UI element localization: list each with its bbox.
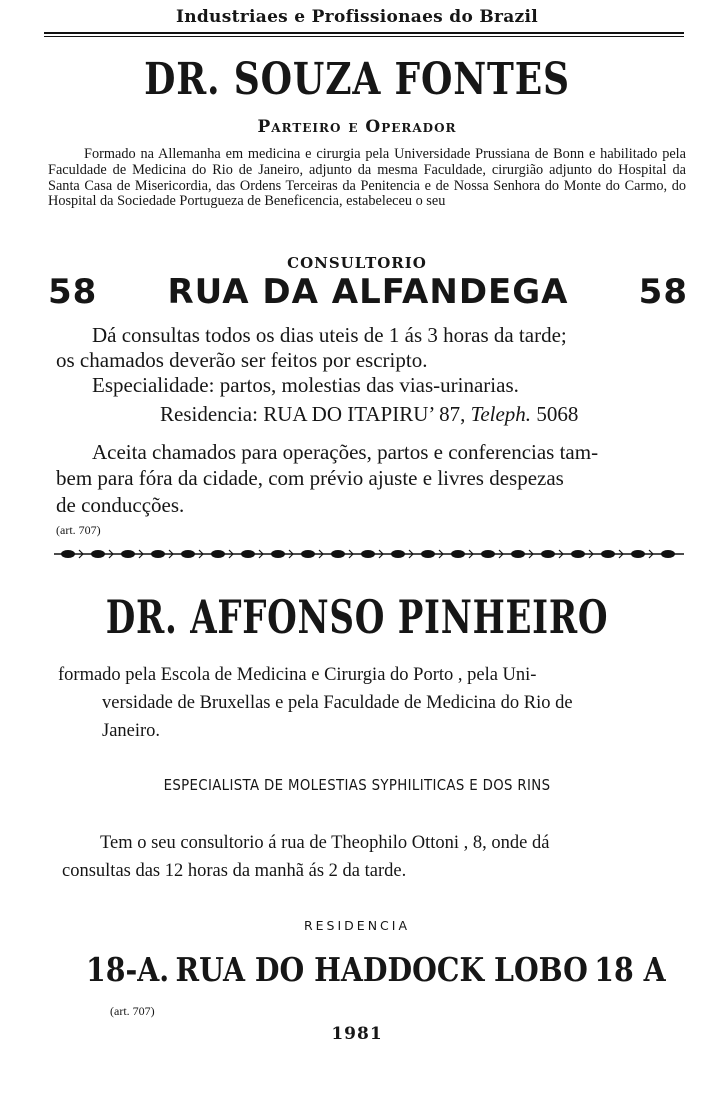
ad1-profession: Parteiro e Operador [257,117,457,137]
ad1-calls-line: os chamados deverão ser feitos por escripto. [56,348,428,372]
ad1-residence-label: Residencia: [160,402,258,426]
ad1-travel-line: bem para fóra da cidade, com prévio ajuste e livres despezas [56,466,564,490]
ad1-hours-line: Dá consultas todos os dias uteis de 1 ás 3 horas da tarde; [92,323,567,347]
ad1-operations-line: Aceita chamados para operações, partos e conferencias tam- [92,440,599,464]
header-rule-thin [44,36,684,37]
ad1-address-number-left: 58 [48,272,98,312]
ad1-residence-line [160,402,714,427]
ad1-doctor-name: DR. SOUZA FONTES [144,54,570,105]
header-rule [44,32,684,34]
ad1-specialty-line: Especialidade: partos, molestias das vias-urinarias. [92,373,519,397]
ad1-article-ref: (art. 707) [56,523,101,537]
ad1-teleph-number: 5068 [536,402,579,426]
ad2-address-number-left: 18-A. [86,950,170,989]
ad2-bio-line2: versidade de Bruxellas e pela Faculdade de Medicina do Rio de [102,693,573,713]
ad1-address [48,272,688,312]
ad2-doctor-name: DR. AFFONSO PINHEIRO [105,590,609,644]
page-number: 1981 [331,1024,383,1044]
ad2-bio-line3: Janeiro. [102,721,161,741]
ad2-address [86,950,666,989]
ad1-residence-street: RUA DO ITAPIRU’ 87, [263,402,466,426]
ad2-article-ref: (art. 707) [110,1004,155,1018]
ad2-residence-label: RESIDENCIA [303,918,411,933]
ad1-office-label: CONSULTORIO [287,254,427,272]
ad1-conduction-line: de conducções. [56,493,185,517]
ad2-bio-line1: formado pela Escola de Medicina e Cirurgia do Porto , pela Uni- [58,665,537,685]
ad1-address-number-right: 58 [638,272,688,312]
ad1-teleph-label: Teleph. [470,402,532,426]
ad2-hours-line2: consultas das 12 horas da manhã ás 2 da tarde. [62,861,407,881]
ornament-divider [54,548,684,560]
ad2-specialty: ESPECIALISTA DE MOLESTIAS SYPHILITICAS E DOS RINS [163,776,551,794]
ad2-hours-line1: Tem o seu consultorio á rua de Theophilo Ottoni , 8, onde dá [100,833,550,853]
page-header: Industriaes e Profissionaes do Brazil [175,7,539,27]
ad1-bio: Formado na Allemanha em medicina e cirurgia pela Universidade Prussiana de Bonn e habilitado pela Faculdade de Medicina do Rio de Janeiro, adjunto da mesma Faculdade, cirurgião adjunto do Hospital da Santa Casa de Misericordia, das Ordens Terceiras da Penitencia e de Nossa Senhora do Monte do Carmo, do Hospital da Sociedade Portugueza de Beneficencia, estabeleceu o seu [48,146,686,210]
ad2-address-street: RUA DO HADDOCK LOBO [175,950,588,989]
ad2-address-number-right: 18 A [594,950,666,989]
ad1-address-street: RUA DA ALFANDEGA [167,272,569,312]
